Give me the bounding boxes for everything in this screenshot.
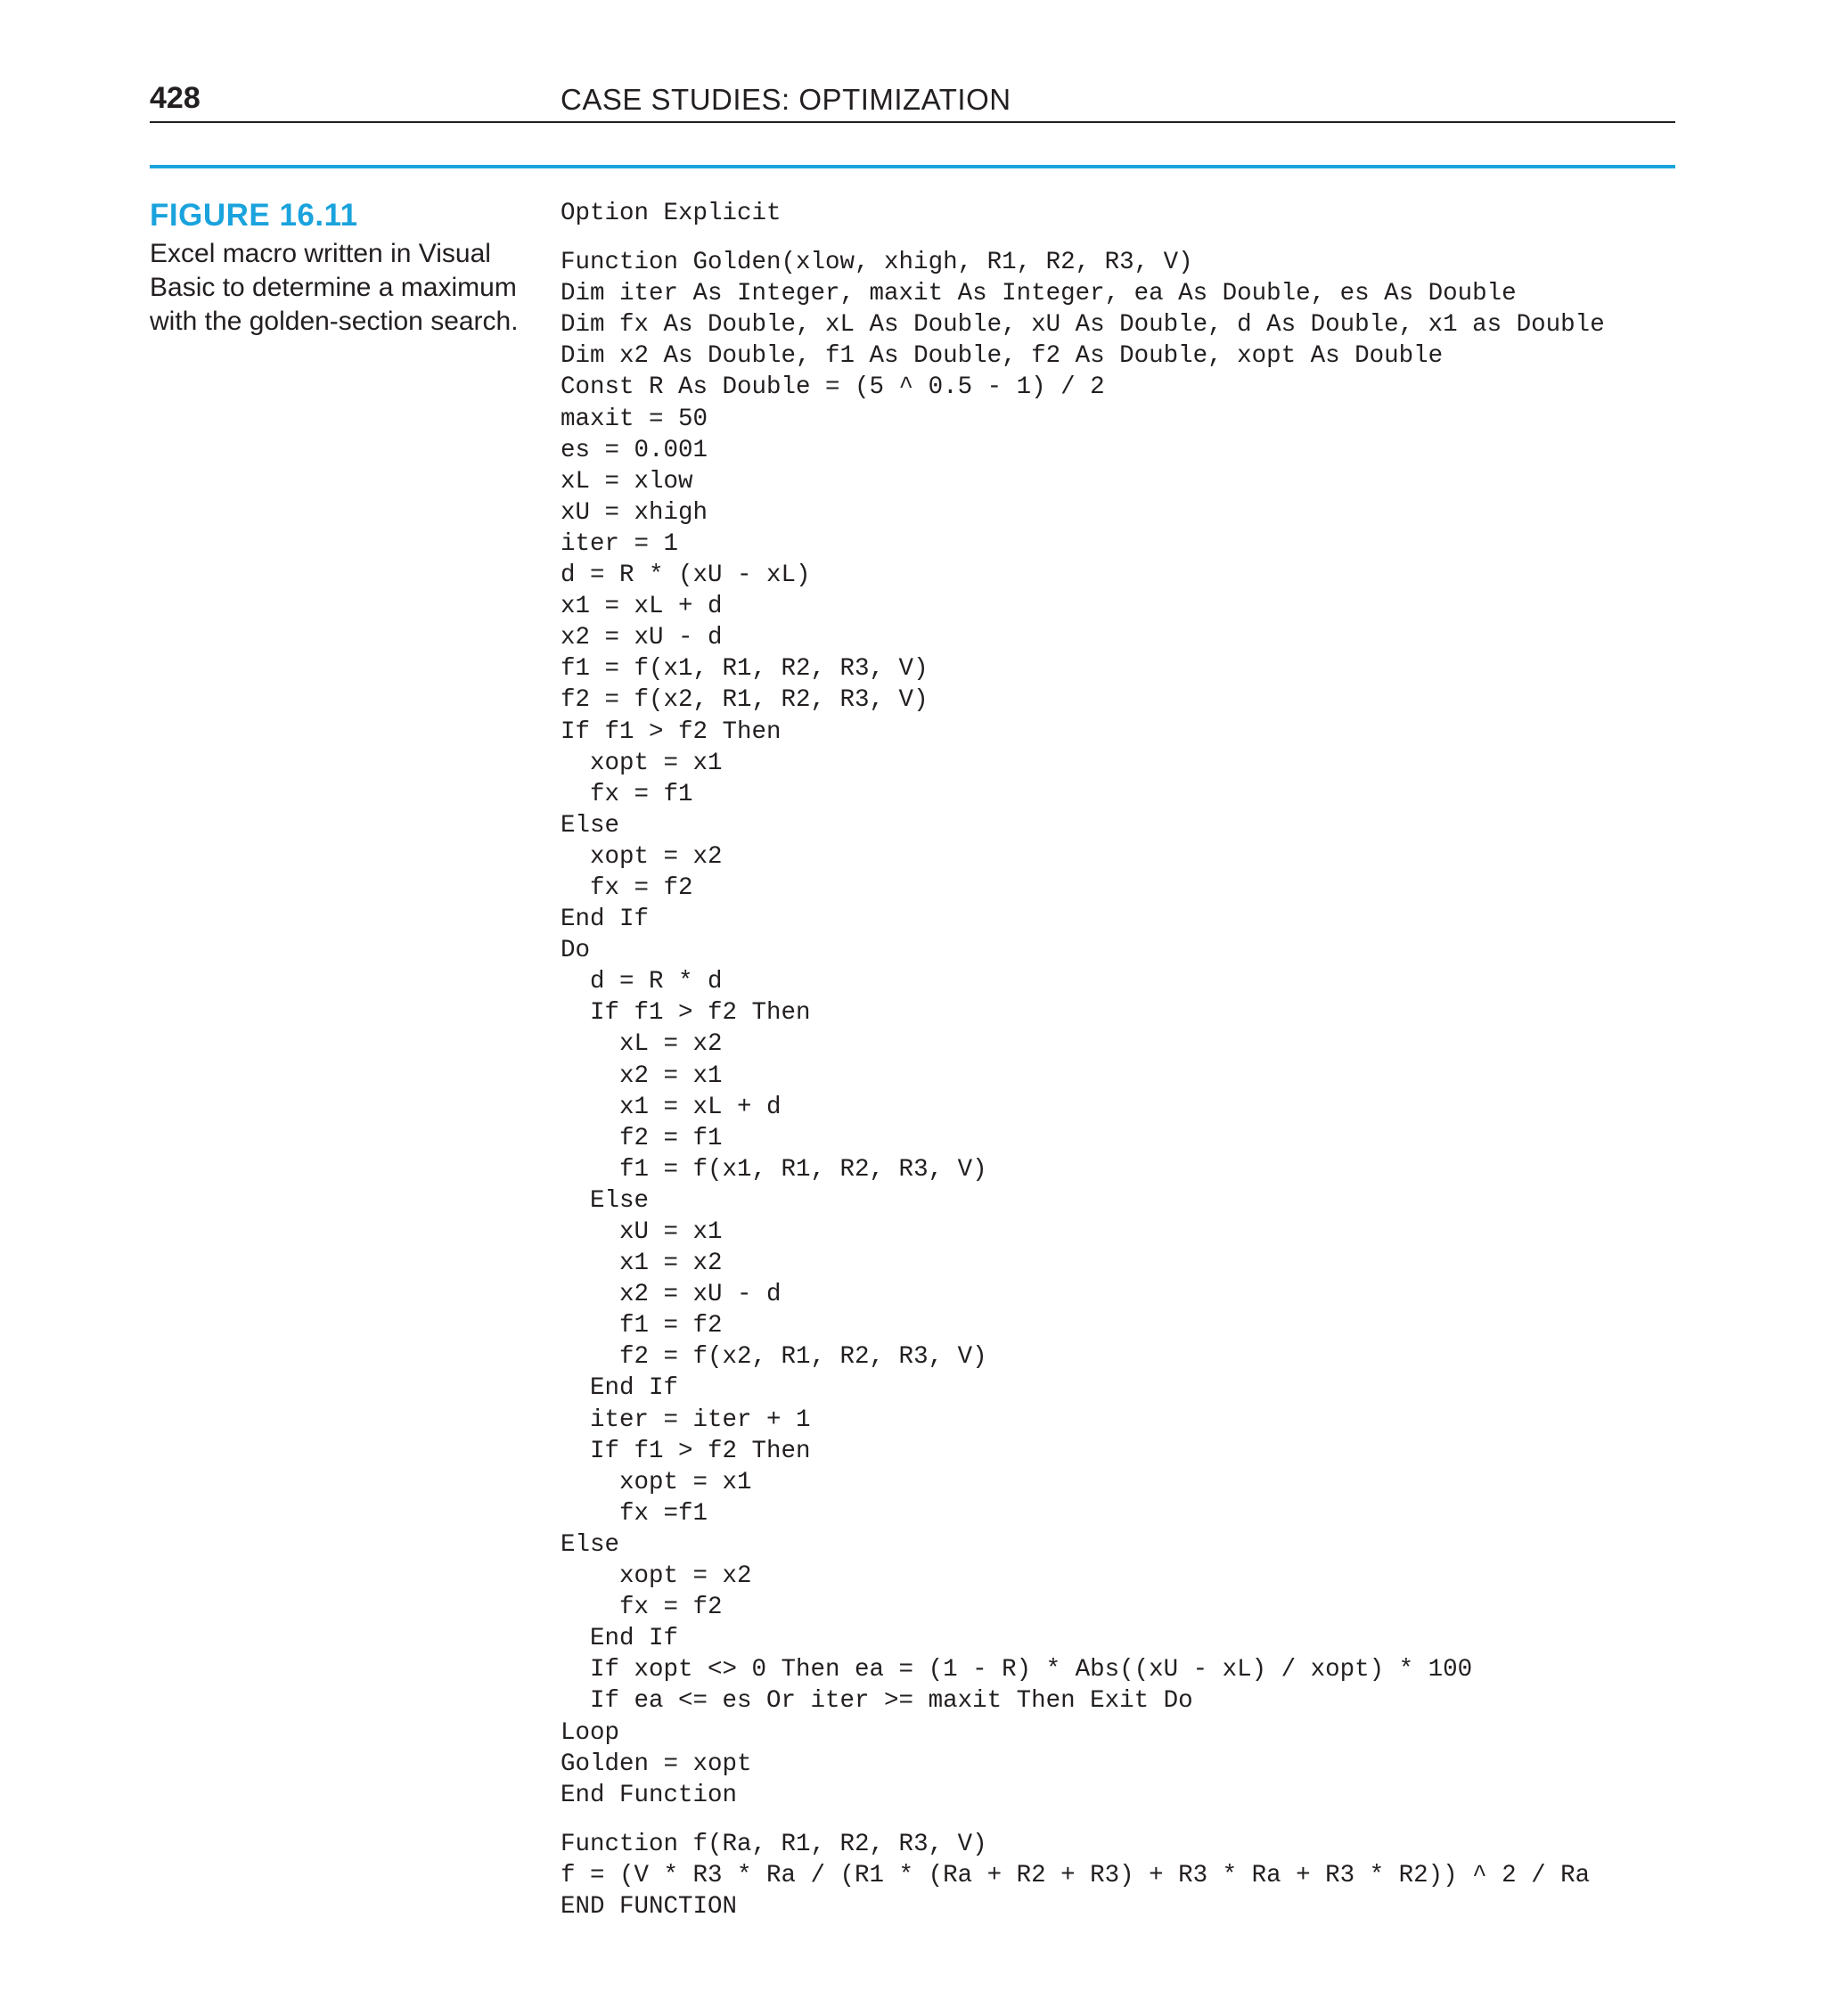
code-line: fx = f2 xyxy=(561,873,693,902)
code-line: x2 = x1 xyxy=(561,1061,723,1090)
code-line: maxit = 50 xyxy=(561,405,708,433)
code-line: Else xyxy=(561,1530,620,1559)
code-line: End If xyxy=(561,906,650,934)
figure-caption xyxy=(150,198,524,339)
code-line: fx =f1 xyxy=(561,1499,708,1528)
code-line: f1 = f(x1, R1, R2, R3, V) xyxy=(561,1155,987,1184)
code-line: d = R * (xU - xL) xyxy=(561,561,811,590)
code-line: iter = 1 xyxy=(561,529,679,558)
page-number: 428 xyxy=(150,81,201,115)
code-line: If f1 > f2 Then xyxy=(561,999,811,1028)
code-line: f2 = f(x2, R1, R2, R3, V) xyxy=(561,686,929,715)
code-line: x2 = xU - d xyxy=(561,624,723,652)
code-line: Dim fx As Double, xL As Double, xU As Double, d As Double, x1 as Double xyxy=(561,311,1605,340)
code-line: f2 = f1 xyxy=(561,1124,723,1152)
code-line: xopt = x1 xyxy=(561,1468,752,1496)
code-line: If xopt <> 0 Then ea = (1 - R) * Abs((xU - xL) / xopt) * 100 xyxy=(561,1656,1473,1684)
code-line: Function Golden(xlow, xhigh, R1, R2, R3, V) xyxy=(561,249,1193,277)
code-line: Const R As Double = (5 ^ 0.5 - 1) / 2 xyxy=(561,373,1105,402)
code-line: End Function xyxy=(561,1781,738,1809)
page-header xyxy=(150,78,1675,123)
code-block-gap xyxy=(561,229,1674,247)
code-line: END FUNCTION xyxy=(561,1892,738,1921)
code-line: xU = xhigh xyxy=(561,498,708,527)
code-line: es = 0.001 xyxy=(561,436,708,464)
code-line: Else xyxy=(561,811,620,840)
caption-text: Excel macro written in Visual Basic to determine a maximum with the golden-section search. xyxy=(150,239,519,336)
code-line: xU = x1 xyxy=(561,1218,723,1246)
code-line: Else xyxy=(561,1186,650,1215)
code-line: x1 = x2 xyxy=(561,1250,723,1278)
code-line: f1 = f2 xyxy=(561,1312,723,1340)
code-line: xL = x2 xyxy=(561,1030,723,1059)
code-line: End If xyxy=(561,1625,679,1653)
code-line: f = (V * R3 * Ra / (R1 * (Ra + R2 + R3) + R3 * Ra + R3 * R2)) ^ 2 / Ra xyxy=(561,1861,1591,1889)
code-line: f2 = f(x2, R1, R2, R3, V) xyxy=(561,1343,987,1372)
code-line: x1 = xL + d xyxy=(561,593,723,621)
code-line: xopt = x2 xyxy=(561,842,723,871)
code-line: x2 = xU - d xyxy=(561,1281,782,1309)
figure-top-rule xyxy=(150,165,1675,168)
code-block xyxy=(561,198,1674,229)
code-line: If f1 > f2 Then xyxy=(561,717,782,746)
code-line: x1 = xL + d xyxy=(561,1093,782,1121)
figure-label: FIGURE 16.11 xyxy=(150,198,358,233)
code-line: iter = iter + 1 xyxy=(561,1405,811,1434)
code-line: d = R * d xyxy=(561,968,723,996)
code-line: End If xyxy=(561,1374,679,1403)
code-line: Dim x2 As Double, f1 As Double, f2 As Double, xopt As Double xyxy=(561,342,1444,371)
code-line: If ea <= es Or iter >= maxit Then Exit Do xyxy=(561,1687,1193,1716)
code-line: Loop xyxy=(561,1718,620,1747)
code-line: f1 = f(x1, R1, R2, R3, V) xyxy=(561,655,929,684)
code-line: fx = f2 xyxy=(561,1594,723,1622)
code-line: xopt = x2 xyxy=(561,1562,752,1591)
code-line: Function f(Ra, R1, R2, R3, V) xyxy=(561,1830,987,1858)
code-line: If f1 > f2 Then xyxy=(561,1437,811,1465)
code-block xyxy=(561,247,1674,1811)
code-listing xyxy=(561,198,1674,1922)
running-head: CASE STUDIES: OPTIMIZATION xyxy=(561,83,1011,116)
code-line: xopt = x1 xyxy=(561,749,723,777)
code-line: Dim iter As Integer, maxit As Integer, ea As Double, es As Double xyxy=(561,280,1517,308)
code-block xyxy=(561,1829,1674,1922)
code-line: fx = f1 xyxy=(561,780,693,808)
code-line: Option Explicit xyxy=(561,200,782,227)
code-line: Do xyxy=(561,937,591,965)
code-line: Golden = xopt xyxy=(561,1750,752,1778)
code-line: xL = xlow xyxy=(561,467,693,496)
code-block-gap xyxy=(561,1811,1674,1829)
